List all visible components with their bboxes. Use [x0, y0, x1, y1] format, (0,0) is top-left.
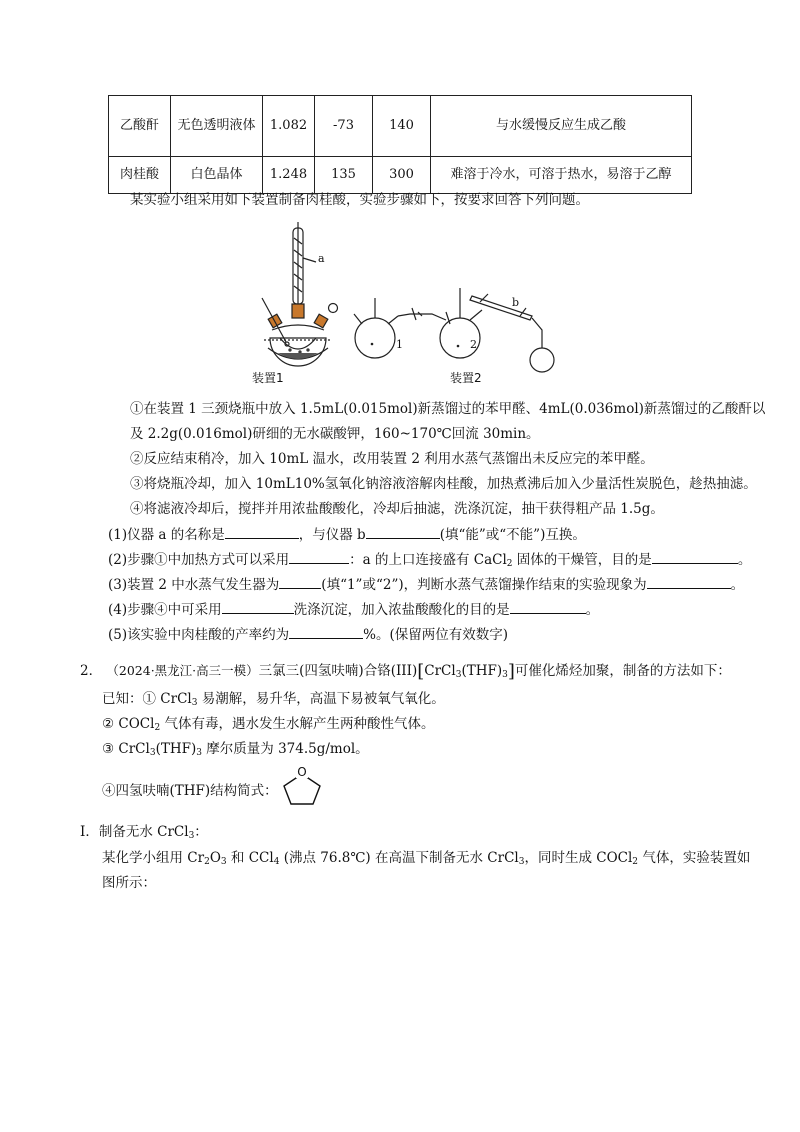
- answer-blank[interactable]: [510, 599, 586, 614]
- answer-blank[interactable]: [289, 624, 363, 639]
- table-cell: 无色透明液体: [171, 96, 263, 157]
- table-cell: 300: [373, 157, 431, 194]
- table-row: [109, 157, 692, 194]
- table-cell: 140: [373, 96, 431, 157]
- answer-blank[interactable]: [222, 599, 294, 614]
- known-3: ③ $CrCl_3(THF)_3$ 摩尔质量为 374.5g/mol。: [102, 741, 369, 758]
- table-cell: 难溶于冷水，可溶于热水，易溶于乙醇: [431, 157, 692, 194]
- part-1-title: I．制备无水 CrCl$_3$：: [80, 824, 208, 841]
- apparatus-1: [262, 222, 338, 366]
- question-5: (5)该实验中肉桂酸的产率约为 %。(保留两位有效数字): [108, 624, 508, 645]
- table-row: [109, 96, 692, 157]
- known-4: ④四氢呋喃(THF)结构简式：: [102, 783, 278, 799]
- answer-blank[interactable]: [652, 549, 738, 564]
- label-2: 2: [470, 338, 477, 351]
- oxygen-label: O: [297, 765, 307, 779]
- label-b: b: [512, 296, 520, 309]
- part-1-text-line-2: 图所示：: [102, 875, 156, 891]
- table-cell: 乙酸酐: [109, 96, 171, 157]
- question-3: (3)装置 2 中水蒸气发生器为 (填“1”或“2”)，判断水蒸气蒸馏操作结束的实验现象为 。: [108, 574, 744, 595]
- step-2: ②反应结束稍冷，加入 10mL 温水，改用装置 2 利用水蒸气蒸馏出未反应完的苯甲醛。: [130, 451, 654, 467]
- answer-blank[interactable]: [366, 524, 440, 539]
- intro-text: 某实验小组采用如下装置制备肉桂酸，实验步骤如下，按要求回答下列问题。: [130, 192, 589, 208]
- caption-apparatus-2: 装置2: [450, 371, 482, 385]
- step-1-line-2: 及 2.2g(0.016mol)研细的无水碳酸钾，160~170℃回流 30min。: [130, 426, 540, 442]
- table-cell: 白色晶体: [171, 157, 263, 194]
- step-3: ③将烧瓶冷却，加入 10mL10%氢氧化钠溶液溶解肉桂酸，加热煮沸后加入少量活性炭脱色，趁热抽滤。: [130, 476, 757, 492]
- table-cell: 135: [315, 157, 373, 194]
- label-1: 1: [396, 338, 403, 351]
- question-1: (1)仪器 a 的名称是 ，与仪器 b (填“能”或“不能”)互换。: [108, 524, 586, 545]
- known-2: ② COCl$_2$ 气体有毒，遇水发生水解产生两种酸性气体。: [102, 716, 435, 733]
- caption-apparatus-1: 装置1: [252, 371, 284, 385]
- answer-blank[interactable]: [647, 574, 731, 589]
- answer-blank[interactable]: [225, 524, 299, 539]
- step-4: ④将滤液冷却后，搅拌并用浓盐酸酸化，冷却后抽滤，洗涤沉淀，抽干获得粗产品 1.5g。: [130, 501, 664, 517]
- apparatus-figure: [250, 220, 560, 390]
- question-2: (2)步骤①中加热方式可以采用 ：a 的上口连接盛有 CaCl$_2$ 固体的干燥管，目的是 。: [108, 549, 751, 570]
- answer-blank[interactable]: [279, 574, 321, 589]
- label-a: a: [318, 252, 325, 265]
- table-cell: 与水缓慢反应生成乙酸: [431, 96, 692, 157]
- part-1-text-line-1: 某化学小组用 $Cr_2O_3$ 和 CCl$_4$ (沸点 76.8℃) 在高温下制备无水 CrCl$_3$，同时生成 COCl$_2$ 气体，实验装置如: [102, 850, 751, 867]
- problem-source: （2024·黑龙江·高三一模）: [106, 663, 259, 678]
- problem-number: 2．: [80, 663, 103, 679]
- table-cell: -73: [315, 96, 373, 157]
- problem-2-header: 2． （2024·黑龙江·高三一模）三氯三(四氢呋喃)合铬$(III)[CrCl_3(THF)_3]$可催化烯烃加聚，制备的方法如下：: [80, 661, 731, 682]
- table-cell: 1.248: [263, 157, 315, 194]
- question-4: (4)步骤④中可采用 洗涤沉淀，加入浓盐酸酸化的目的是 。: [108, 599, 599, 620]
- known-1: 已知：① CrCl$_3$ 易潮解，易升华，高温下易被氧气氧化。: [102, 691, 445, 708]
- table-cell: 1.082: [263, 96, 315, 157]
- table-cell: 肉桂酸: [109, 157, 171, 194]
- answer-blank[interactable]: [289, 549, 349, 564]
- thf-structure: [278, 762, 326, 808]
- step-1-line-1: ①在装置 1 三颈烧瓶中放入 1.5mL(0.015mol)新蒸馏过的苯甲醛、4mL(0.036mol)新蒸馏过的乙酸酐以: [130, 401, 766, 417]
- properties-table: [108, 95, 692, 194]
- apparatus-2: [354, 288, 554, 372]
